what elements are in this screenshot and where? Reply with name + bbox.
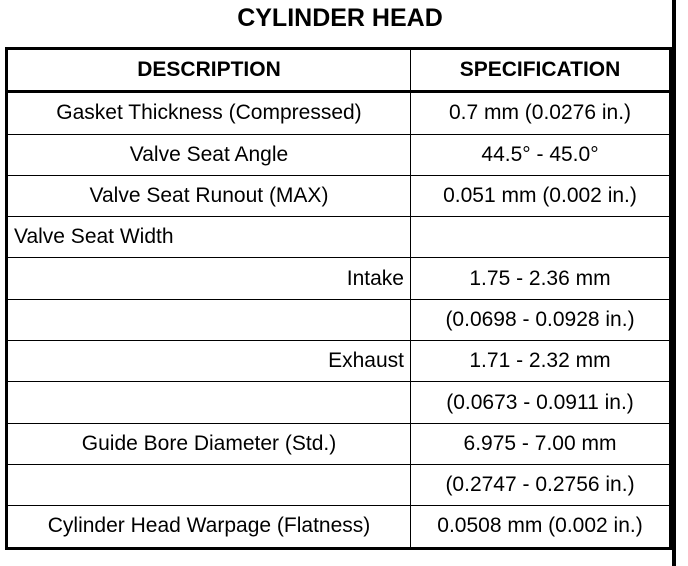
description-cell: Valve Seat Angle xyxy=(7,134,411,175)
specification-cell: 0.0508 mm (0.002 in.) xyxy=(411,506,671,548)
specification-column-header: SPECIFICATION xyxy=(411,49,671,92)
spec-table xyxy=(5,47,672,550)
specification-cell: (0.0673 - 0.0911 in.) xyxy=(411,382,671,423)
table-header-row xyxy=(7,49,671,92)
description-cell: Guide Bore Diameter (Std.) xyxy=(7,423,411,464)
table-row xyxy=(7,506,671,548)
table-row xyxy=(7,175,671,216)
table-row xyxy=(7,217,671,258)
description-cell: Gasket Thickness (Compressed) xyxy=(7,92,411,134)
description-cell: Exhaust xyxy=(7,341,411,382)
specification-cell: 6.975 - 7.00 mm xyxy=(411,423,671,464)
spec-table-body xyxy=(7,92,671,548)
specification-cell: 44.5° - 45.0° xyxy=(411,134,671,175)
specification-cell: 0.7 mm (0.0276 in.) xyxy=(411,92,671,134)
table-row xyxy=(7,299,671,340)
specification-cell: (0.0698 - 0.0928 in.) xyxy=(411,299,671,340)
description-cell: Valve Seat Runout (MAX) xyxy=(7,175,411,216)
description-cell xyxy=(7,382,411,423)
description-cell: Intake xyxy=(7,258,411,299)
table-row xyxy=(7,134,671,175)
page-edge-rule xyxy=(672,0,676,566)
specification-cell: 1.75 - 2.36 mm xyxy=(411,258,671,299)
page-title: CYLINDER HEAD xyxy=(237,4,443,32)
description-cell: Valve Seat Width xyxy=(7,217,411,258)
table-row xyxy=(7,464,671,505)
table-row xyxy=(7,341,671,382)
description-cell xyxy=(7,464,411,505)
specification-cell: (0.2747 - 0.2756 in.) xyxy=(411,464,671,505)
description-cell xyxy=(7,299,411,340)
table-row xyxy=(7,423,671,464)
description-cell: Cylinder Head Warpage (Flatness) xyxy=(7,506,411,548)
description-column-header: DESCRIPTION xyxy=(7,49,411,92)
specification-cell xyxy=(411,217,671,258)
table-row xyxy=(7,92,671,134)
table-row xyxy=(7,382,671,423)
specification-cell: 1.71 - 2.32 mm xyxy=(411,341,671,382)
specification-cell: 0.051 mm (0.002 in.) xyxy=(411,175,671,216)
table-row xyxy=(7,258,671,299)
